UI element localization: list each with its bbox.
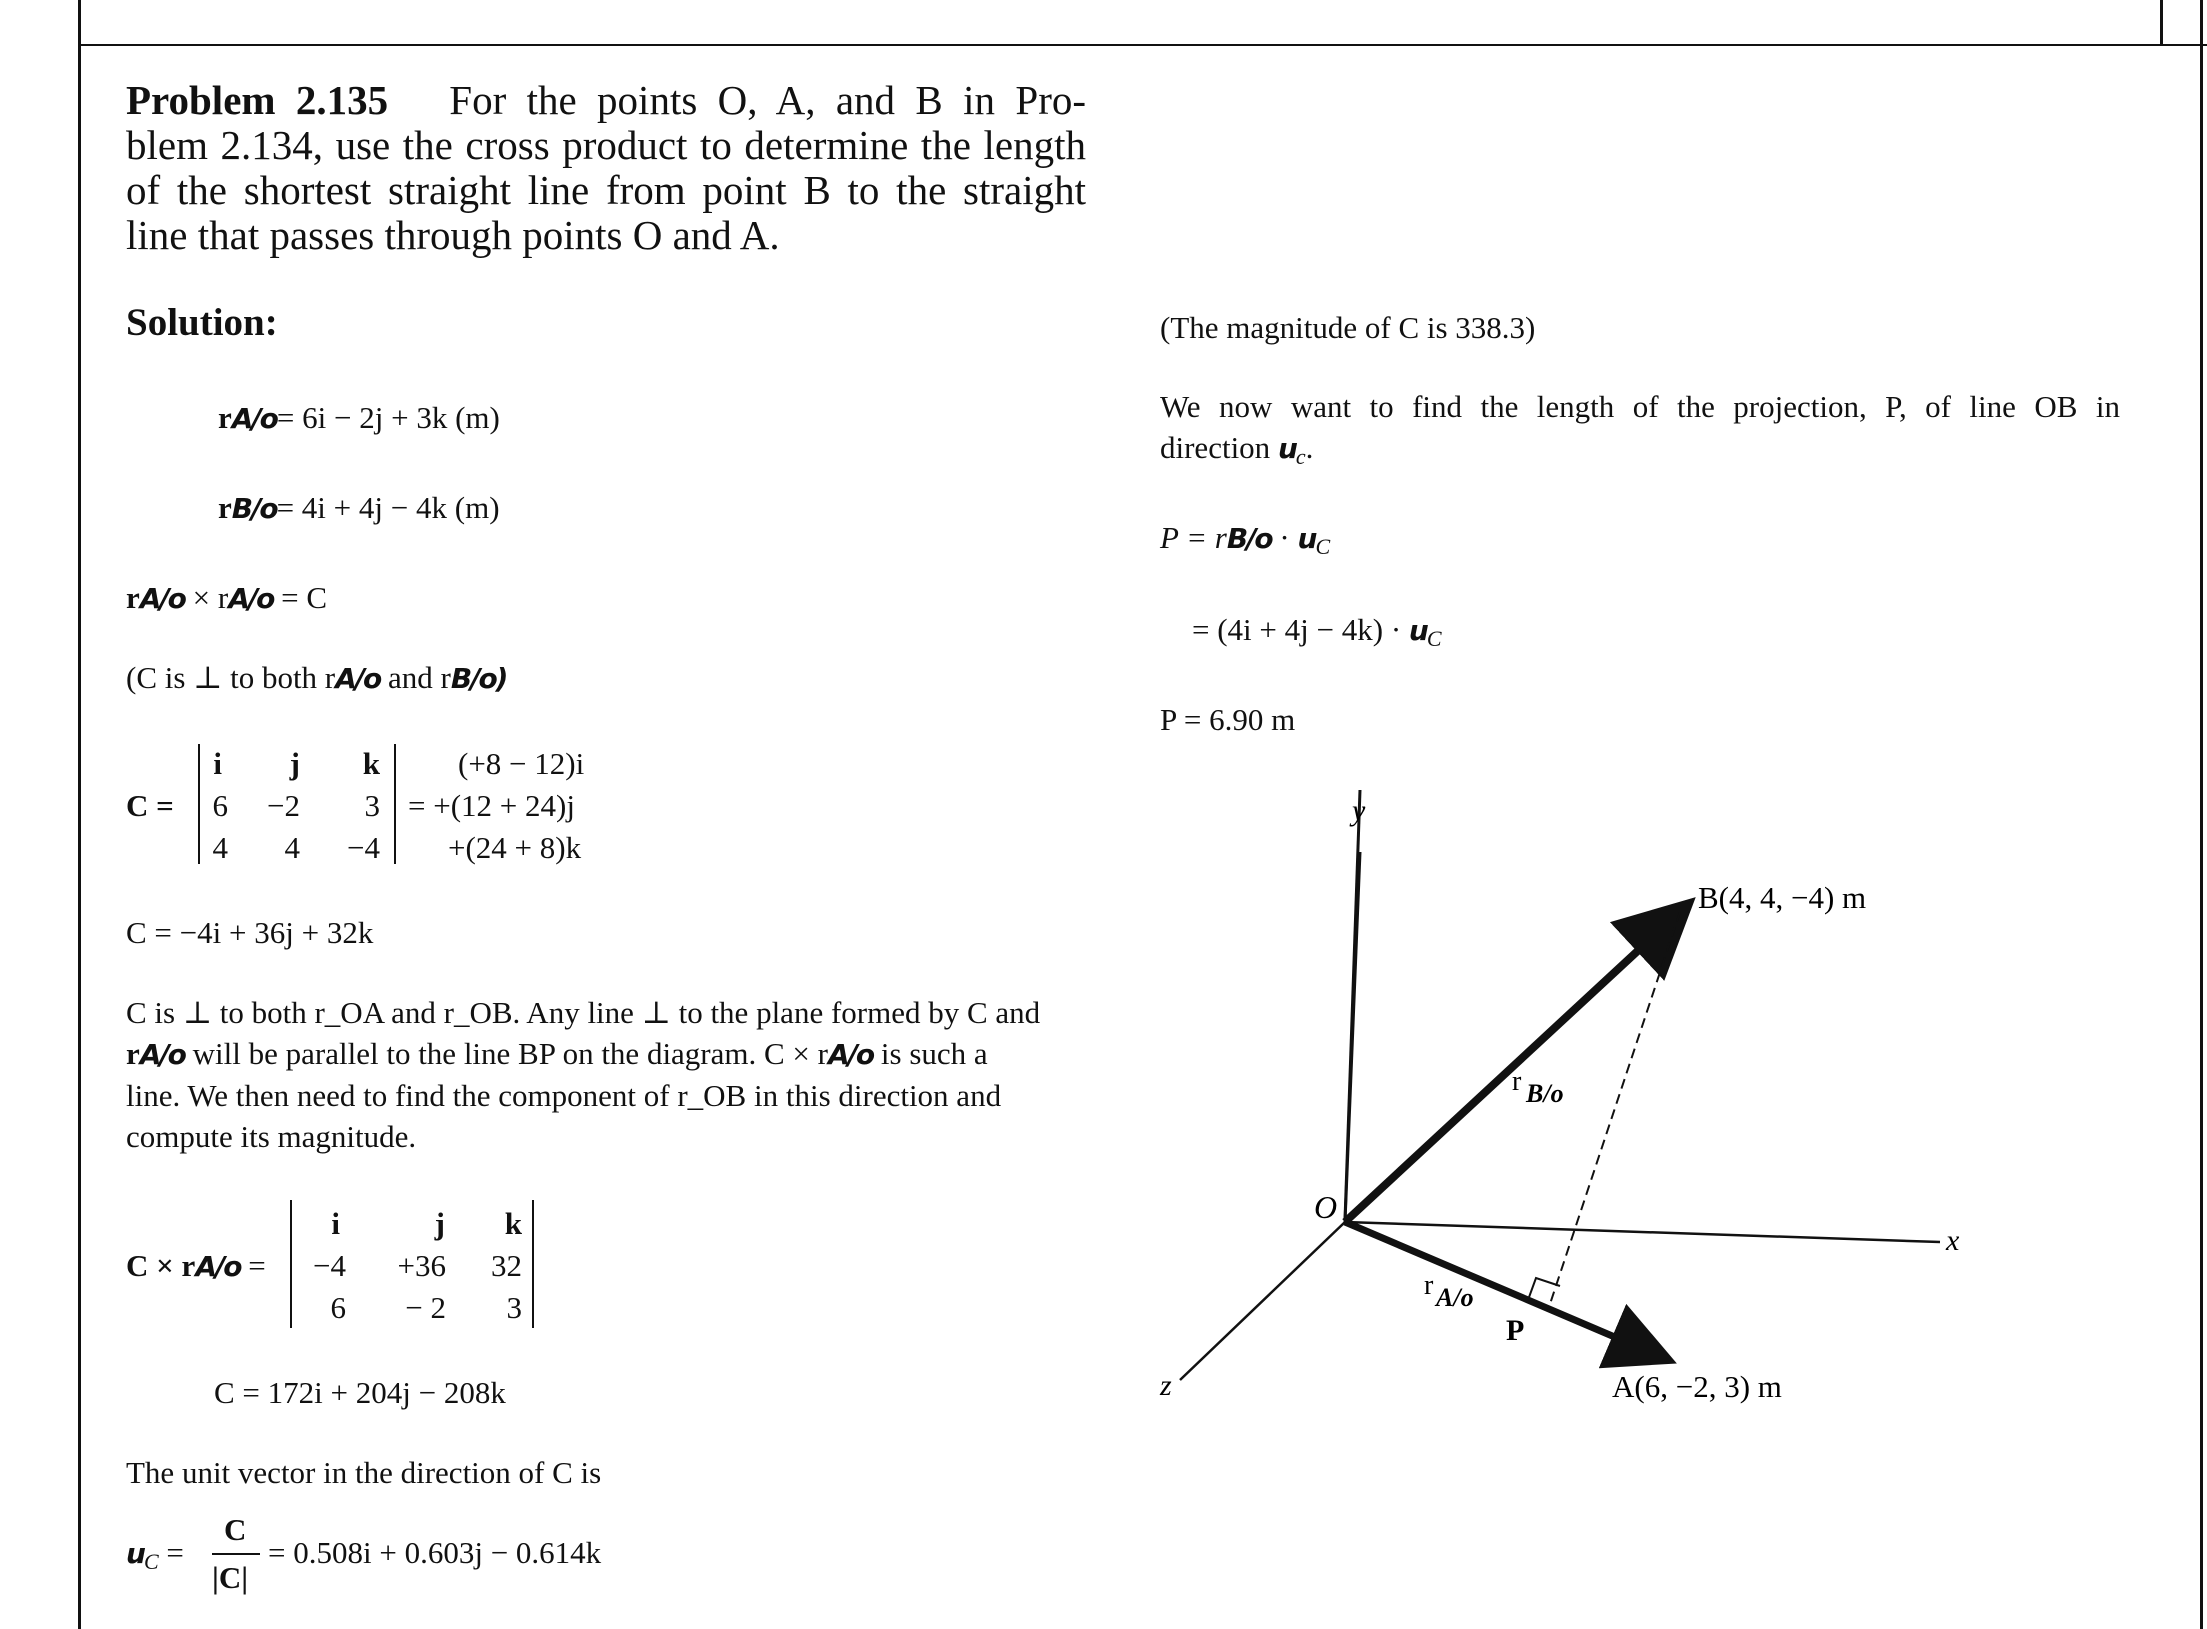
det1-cell: 4 (212, 830, 228, 865)
label-z: z (1160, 1369, 1172, 1402)
equation-C: C = −4i + 36j + 32k (126, 915, 374, 950)
solution-heading: Solution: (126, 301, 278, 344)
det1-cell: −4 (347, 830, 380, 865)
equation-P1: P = rB/o · uC (1160, 520, 1331, 559)
fraction-bar (212, 1553, 260, 1555)
paragraph-line-3: line. We then need to find the component of r_OB in this direction and (126, 1078, 1002, 1113)
problem-line-2: blem 2.134, use the cross product to determine the length (126, 122, 1086, 168)
equation-P3: P = 6.90 m (1160, 702, 1296, 737)
left-margin-rule (78, 0, 81, 1629)
det2-cell: i (331, 1206, 340, 1241)
det1-cell: k (362, 746, 380, 781)
label-O: O (1314, 1189, 1338, 1225)
equation-P2: = (4i + 4j − 4k) · uC (1192, 612, 1442, 651)
det1-result-1: (+8 − 12)i (458, 746, 585, 781)
label-x: x (1946, 1224, 1960, 1257)
label-y: y (1352, 794, 1366, 827)
paragraph-line-2: rA/o will be parallel to the line BP on the diagram. C × rA/o is such a (126, 1036, 988, 1071)
subscript-scribble: A/o (231, 402, 277, 435)
projection-line-2: direction uc. (1160, 430, 1314, 469)
det2-cell: 3 (506, 1290, 522, 1325)
problem-statement (126, 78, 1086, 258)
top-rule (78, 44, 2207, 46)
unit-vector-rhs: = 0.508i + 0.603j − 0.614k (268, 1535, 602, 1570)
problem-line-1: Problem 2.135 For the points O, A, and B in Pro- (126, 77, 1087, 123)
vector-rA (1345, 1222, 1664, 1358)
projection-line-1: We now want to find the length of the projection, P, of line OB in (1160, 389, 2120, 424)
det2-cell: j (434, 1206, 445, 1241)
right-margin-rule (2160, 0, 2163, 46)
explanation-paragraph (126, 992, 1040, 1157)
det1-label: C = (126, 788, 174, 823)
unit-vector-text: The unit vector in the direction of C is (126, 1455, 602, 1490)
problem-line-3: of the shortest straight line from point B to the straight (126, 167, 1086, 213)
paragraph-line-1: C is ⊥ to both r_OA and r_OB. Any line ⊥ to the plane formed by C and (126, 995, 1041, 1030)
label-rB-scribble: B/o (1526, 1079, 1564, 1108)
vector-diagram (1150, 790, 2170, 1440)
right-angle-marker (1528, 1278, 1560, 1300)
det2-cell: − 2 (405, 1290, 446, 1325)
vector-rB (1345, 908, 1684, 1222)
label-rA: r (1424, 1270, 1434, 1301)
det2-label: C × rA/o = (126, 1248, 266, 1283)
det2-cell: 32 (491, 1248, 522, 1283)
x-axis (1345, 1222, 1940, 1242)
equation-rA: rA/o= 6i − 2j + 3k (m) (218, 400, 500, 435)
equation-cross: rA/o × rA/o = C (126, 580, 328, 615)
det2-cell: +36 (397, 1248, 446, 1283)
det1-cell: 3 (364, 788, 380, 823)
det1-cell: i (213, 746, 222, 781)
magnitude-note: (The magnitude of C is 338.3) (1160, 310, 1536, 345)
label-B: B(4, 4, −4) m (1698, 880, 1867, 915)
perp-note: (C is ⊥ to both rA/o and rB/o) (126, 660, 507, 695)
y-axis-line (1345, 852, 1360, 1222)
right-edge-rule (2200, 0, 2203, 1629)
equation-rB: rB/o= 4i + 4j − 4k (m) (218, 490, 500, 525)
det1-result-3: +(24 + 8)k (448, 830, 582, 865)
unit-vector-equation: uC = (126, 1535, 184, 1574)
det2-cell: 6 (330, 1290, 346, 1325)
label-A: A(6, −2, 3) m (1612, 1369, 1782, 1404)
problem-label: Problem 2.135 (126, 77, 389, 123)
label-rA-scribble: A/o (1436, 1283, 1474, 1312)
det1-cell: 4 (284, 830, 300, 865)
det1-cell: −2 (267, 788, 300, 823)
unit-fraction-denominator: |C| (212, 1560, 249, 1595)
det2-cell: −4 (313, 1248, 346, 1283)
z-axis (1180, 1222, 1345, 1380)
det2-cell: k (504, 1206, 522, 1241)
det1-result-2: = +(12 + 24)j (408, 788, 575, 823)
unit-fraction-numerator: C (224, 1512, 247, 1547)
label-rB: r (1512, 1066, 1522, 1097)
problem-line-4: line that passes through points O and A. (126, 212, 780, 258)
det1-cell: 6 (212, 788, 228, 823)
subscript-scribble: B/o (231, 492, 277, 525)
projection-text (1160, 386, 2120, 471)
equation-C2: C = 172i + 204j − 208k (214, 1375, 506, 1410)
label-P: P (1506, 1314, 1525, 1347)
paragraph-line-4: compute its magnitude. (126, 1119, 417, 1154)
unit-vector-symbol: u (126, 1537, 144, 1570)
det1-cell: j (289, 746, 300, 781)
